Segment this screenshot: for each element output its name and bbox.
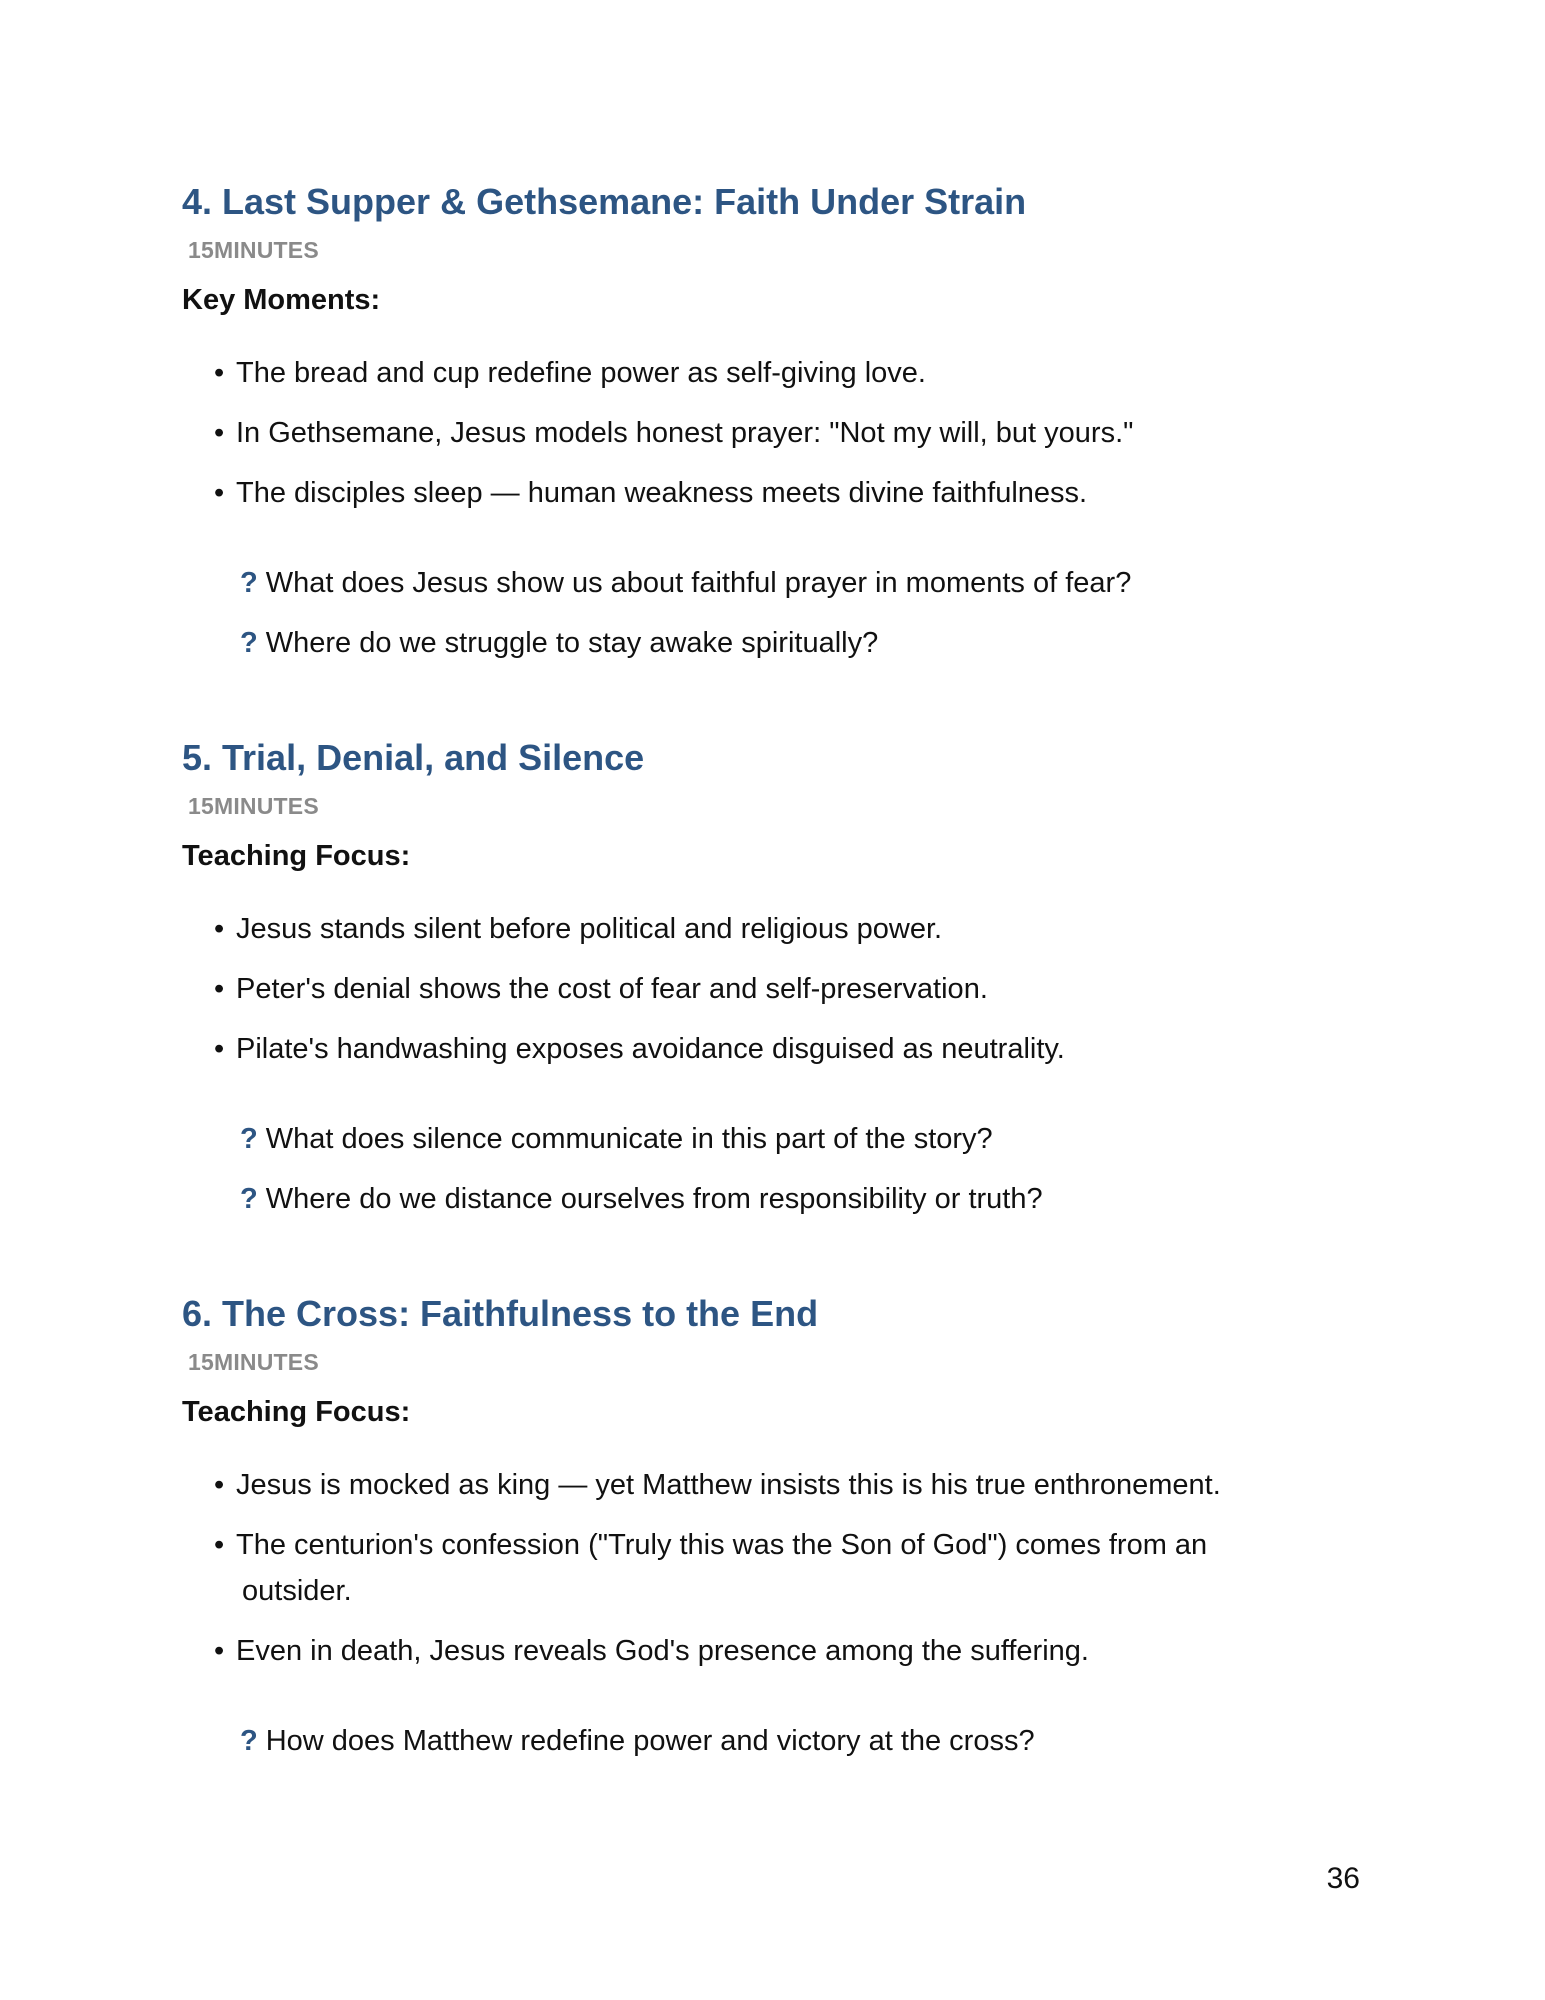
question-item: ? What does silence communicate in this part of the story? (240, 1123, 993, 1155)
bullet-icon: • (214, 1529, 225, 1561)
question-item: ? What does Jesus show us about faithful prayer in moments of fear? (240, 567, 1132, 599)
question-mark-icon: ? (240, 1123, 258, 1155)
list-item: • Jesus stands silent before political and religious power. (182, 906, 1362, 952)
bullet-icon: • (214, 973, 225, 1005)
section-last-supper (182, 180, 1362, 680)
list-item: • Jesus is mocked as king — yet Matthew insists this is his true enthronement. (182, 1462, 1362, 1508)
duration-label: 15MINUTES (188, 1349, 319, 1375)
reflection-questions (182, 1718, 1362, 1764)
question-item: ? Where do we struggle to stay awake spiritually? (240, 627, 879, 659)
bullet-icon: • (214, 913, 225, 945)
list-item: • Peter's denial shows the cost of fear and self-preservation. (182, 966, 1362, 1012)
question-item: ? Where do we distance ourselves from responsibility or truth? (240, 1183, 1043, 1215)
question-mark-icon: ? (240, 567, 258, 599)
section-title: 4. Last Supper & Gethsemane: Faith Under Strain (182, 181, 1027, 222)
bullet-icon: • (214, 1033, 225, 1065)
list-item: • The disciples sleep — human weakness meets divine faithfulness. (182, 470, 1362, 516)
question-item: ? How does Matthew redefine power and victory at the cross? (240, 1725, 1035, 1757)
section-title: 6. The Cross: Faithfulness to the End (182, 1293, 819, 1334)
list-item: • Even in death, Jesus reveals God's presence among the suffering. (182, 1628, 1362, 1674)
list-item: • The bread and cup redefine power as self-giving love. (182, 350, 1362, 396)
teaching-focus-list (182, 1462, 1362, 1674)
teaching-focus-label: Teaching Focus: (182, 840, 411, 872)
question-mark-icon: ? (240, 1725, 258, 1757)
duration-label: 15MINUTES (188, 237, 319, 263)
section-trial-denial (182, 736, 1362, 1236)
page-number: 36 (1326, 1862, 1360, 1895)
teaching-focus-label: Teaching Focus: (182, 1396, 411, 1428)
question-mark-icon: ? (240, 627, 258, 659)
list-item: • Pilate's handwashing exposes avoidance disguised as neutrality. (182, 1026, 1362, 1072)
key-moments-label: Key Moments: (182, 284, 381, 316)
duration-label: 15MINUTES (188, 793, 319, 819)
section-title: 5. Trial, Denial, and Silence (182, 737, 645, 778)
reflection-questions (182, 560, 1362, 666)
wrapped-line: outsider. (242, 1575, 352, 1607)
list-item: • In Gethsemane, Jesus models honest prayer: "Not my will, but yours." (182, 410, 1362, 456)
section-the-cross (182, 1292, 1362, 1778)
question-mark-icon: ? (240, 1183, 258, 1215)
reflection-questions (182, 1116, 1362, 1222)
bullet-icon: • (214, 477, 225, 509)
key-moments-list (182, 350, 1362, 516)
bullet-icon: • (214, 357, 225, 389)
list-item: • The centurion's confession ("Truly this was the Son of God") comes from an outsider. (182, 1522, 1362, 1614)
bullet-icon: • (214, 417, 225, 449)
bullet-icon: • (214, 1469, 225, 1501)
teaching-focus-list (182, 906, 1362, 1072)
bullet-icon: • (214, 1635, 225, 1667)
